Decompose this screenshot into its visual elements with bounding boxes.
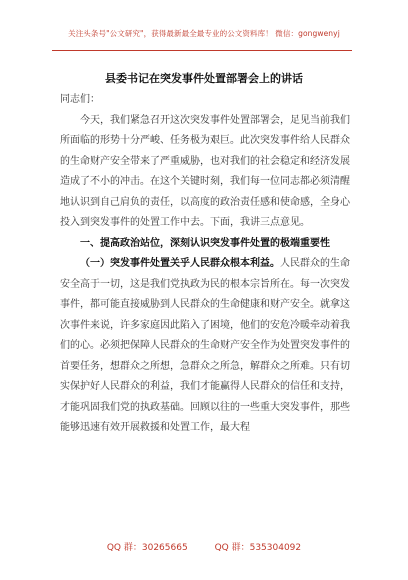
- header-promo-note: 关注头条号"公文研究"，获得最新最全最专业的公文资料库！ 微信：gongwenyj: [68, 29, 340, 38]
- footer-contact: [0, 540, 408, 553]
- footer-qq-group-1: QQ 群：30265665: [106, 543, 188, 553]
- paragraph-intro: 今天，我们紧急召开这次突发事件处置部署会，足见当前我们所面临的形势十分严峻、任务极为艰巨。此次突发事件给人民群众的生命财产安全带来了严重威胁，也对我们的社会稳定和经济发展造成了不小的冲击。在这个关键时刻，我们每一位同志都必须清醒地认识到自己肩负的责任，以高度的政治责任感和使命感，全身心投入到突发事件的处置工作中去。下面，我讲三点意见。: [60, 114, 350, 228]
- document-title: 县委书记在突发事件处置部署会上的讲话: [105, 72, 303, 85]
- paragraph-section-1-1: [60, 254, 350, 439]
- document-body: [60, 90, 350, 439]
- salutation: 同志们：: [60, 94, 100, 105]
- subheading-1: （一）突发事件处置关乎人民群众根本利益。: [80, 258, 280, 269]
- header-divider: [52, 50, 352, 51]
- paragraph-section-1-1-text: 人民群众的生命安全高于一切，这是我们党执政为民的根本宗旨所在。每一次突发事件，都可能直接威胁到人民群众的生命健康和财产安全。就拿这次事件来说，许多家庭因此陷入了困境，他们的安危冷暖牵动着我们的心。必须把保障人民群众的生命财产安全作为处置突发事件的首要任务，想群众之所想，急群众之所急，解群众之所难。只有切实保护好人民群众的利益，我们才能赢得人民群众的信任和支持，才能巩固我们党的执政基础。回顾以往的一些重大突发事件，那些能够迅速有效开展救援和处置工作，最大程: [60, 258, 350, 433]
- footer-qq-group-2: QQ 群：535304092: [214, 543, 302, 553]
- section-heading-1: 一、提高政治站位，深刻认识突发事件处置的极端重要性: [80, 237, 330, 249]
